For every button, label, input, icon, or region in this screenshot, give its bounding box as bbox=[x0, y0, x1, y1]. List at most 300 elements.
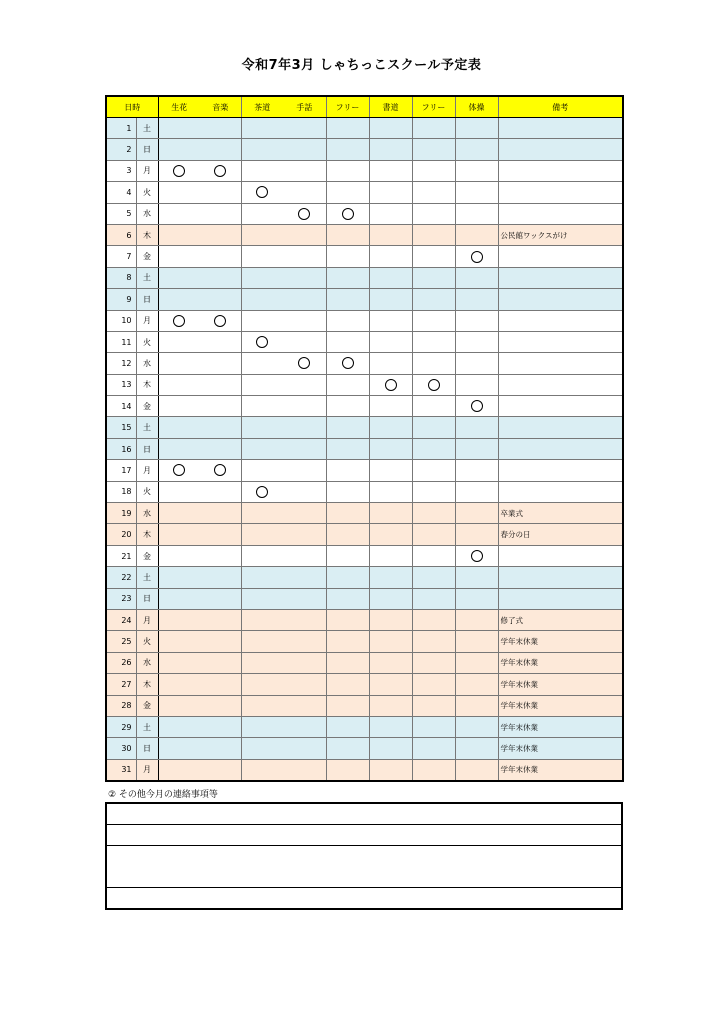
table-row bbox=[106, 224, 623, 245]
note-cell: 学年末休業 bbox=[498, 631, 623, 652]
slot-cell bbox=[455, 331, 498, 352]
table-row bbox=[106, 545, 623, 566]
slot-cell bbox=[455, 567, 498, 588]
slot-cell bbox=[158, 652, 200, 673]
slot-cell bbox=[326, 331, 369, 352]
circle-mark-icon bbox=[256, 486, 268, 498]
slot-cell bbox=[369, 224, 412, 245]
slot-cell bbox=[455, 738, 498, 759]
slot-cell bbox=[241, 674, 283, 695]
slot-cell bbox=[283, 545, 326, 566]
slot-cell bbox=[369, 417, 412, 438]
table-row bbox=[106, 139, 623, 160]
slot-cell bbox=[326, 759, 369, 781]
slot-cell bbox=[369, 524, 412, 545]
weekday: 火 bbox=[136, 481, 158, 502]
slot-cell bbox=[241, 481, 283, 502]
slot-cell bbox=[455, 524, 498, 545]
page-title: 令和7年3月 しゃちっこスクール予定表 bbox=[241, 58, 482, 73]
slot-cell bbox=[241, 609, 283, 630]
slot-cell bbox=[158, 503, 200, 524]
day-number: 12 bbox=[106, 353, 136, 374]
header-music: 音楽 bbox=[200, 96, 241, 118]
slot-cell bbox=[200, 331, 241, 352]
slot-cell bbox=[326, 417, 369, 438]
header-sign-language: 手話 bbox=[283, 96, 326, 118]
slot-cell bbox=[369, 545, 412, 566]
slot-cell bbox=[412, 182, 455, 203]
slot-cell bbox=[283, 460, 326, 481]
weekday: 土 bbox=[136, 267, 158, 288]
slot-cell bbox=[283, 417, 326, 438]
slot-cell bbox=[326, 674, 369, 695]
weekday: 金 bbox=[136, 545, 158, 566]
slot-cell bbox=[412, 503, 455, 524]
weekday: 火 bbox=[136, 331, 158, 352]
slot-cell bbox=[412, 289, 455, 310]
slot-cell bbox=[241, 246, 283, 267]
slot-cell bbox=[326, 267, 369, 288]
note-cell: 公民館ワックスがけ bbox=[498, 224, 623, 245]
slot-cell bbox=[412, 759, 455, 781]
circle-mark-icon bbox=[214, 315, 226, 327]
circle-mark-icon bbox=[173, 464, 185, 476]
slot-cell bbox=[326, 289, 369, 310]
day-number: 15 bbox=[106, 417, 136, 438]
slot-cell bbox=[412, 609, 455, 630]
day-number: 29 bbox=[106, 716, 136, 737]
contact-line[interactable] bbox=[106, 888, 622, 910]
slot-cell bbox=[241, 203, 283, 224]
slot-cell bbox=[412, 674, 455, 695]
day-number: 17 bbox=[106, 460, 136, 481]
slot-cell bbox=[412, 246, 455, 267]
slot-cell bbox=[455, 353, 498, 374]
slot-cell bbox=[369, 396, 412, 417]
slot-cell bbox=[200, 353, 241, 374]
day-number: 27 bbox=[106, 674, 136, 695]
slot-cell bbox=[158, 396, 200, 417]
note-cell: 修了式 bbox=[498, 609, 623, 630]
slot-cell bbox=[158, 417, 200, 438]
slot-cell bbox=[369, 567, 412, 588]
slot-cell bbox=[283, 652, 326, 673]
slot-cell bbox=[455, 417, 498, 438]
slot-cell bbox=[200, 738, 241, 759]
slot-cell bbox=[369, 203, 412, 224]
slot-cell bbox=[241, 139, 283, 160]
slot-cell bbox=[158, 438, 200, 459]
table-row bbox=[106, 460, 623, 481]
slot-cell bbox=[283, 588, 326, 609]
slot-cell bbox=[369, 460, 412, 481]
slot-cell bbox=[283, 674, 326, 695]
slot-cell bbox=[412, 203, 455, 224]
table-row bbox=[106, 267, 623, 288]
slot-cell bbox=[455, 139, 498, 160]
day-number: 10 bbox=[106, 310, 136, 331]
slot-cell bbox=[283, 567, 326, 588]
slot-cell bbox=[369, 438, 412, 459]
note-cell bbox=[498, 246, 623, 267]
contact-label: ② その他今月の連絡事項等 bbox=[108, 790, 218, 800]
day-number: 24 bbox=[106, 609, 136, 630]
slot-cell bbox=[326, 481, 369, 502]
slot-cell bbox=[241, 331, 283, 352]
slot-cell bbox=[283, 289, 326, 310]
day-number: 6 bbox=[106, 224, 136, 245]
slot-cell bbox=[412, 631, 455, 652]
slot-cell bbox=[326, 738, 369, 759]
slot-cell bbox=[241, 759, 283, 781]
slot-cell bbox=[369, 481, 412, 502]
slot-cell bbox=[412, 524, 455, 545]
slot-cell bbox=[326, 353, 369, 374]
day-number: 4 bbox=[106, 182, 136, 203]
weekday: 月 bbox=[136, 160, 158, 181]
slot-cell bbox=[283, 396, 326, 417]
note-cell: 学年末休業 bbox=[498, 652, 623, 673]
table-row bbox=[106, 716, 623, 737]
note-cell bbox=[498, 588, 623, 609]
slot-cell bbox=[283, 182, 326, 203]
note-cell bbox=[498, 374, 623, 395]
weekday: 月 bbox=[136, 609, 158, 630]
slot-cell bbox=[283, 267, 326, 288]
weekday: 水 bbox=[136, 203, 158, 224]
day-number: 2 bbox=[106, 139, 136, 160]
slot-cell bbox=[455, 503, 498, 524]
slot-cell bbox=[455, 695, 498, 716]
weekday: 日 bbox=[136, 289, 158, 310]
slot-cell bbox=[326, 224, 369, 245]
circle-mark-icon bbox=[471, 251, 483, 263]
slot-cell bbox=[158, 567, 200, 588]
day-number: 9 bbox=[106, 289, 136, 310]
header-date: 日時 bbox=[106, 96, 158, 118]
table-row bbox=[106, 396, 623, 417]
slot-cell bbox=[241, 545, 283, 566]
slot-cell bbox=[369, 374, 412, 395]
table-row bbox=[106, 310, 623, 331]
slot-cell bbox=[200, 524, 241, 545]
slot-cell bbox=[369, 716, 412, 737]
slot-cell bbox=[283, 716, 326, 737]
weekday: 火 bbox=[136, 631, 158, 652]
weekday: 木 bbox=[136, 224, 158, 245]
slot-cell bbox=[283, 759, 326, 781]
slot-cell bbox=[158, 460, 200, 481]
slot-cell bbox=[241, 310, 283, 331]
weekday: 金 bbox=[136, 695, 158, 716]
slot-cell bbox=[369, 738, 412, 759]
slot-cell bbox=[283, 224, 326, 245]
slot-cell bbox=[455, 160, 498, 181]
slot-cell bbox=[200, 695, 241, 716]
slot-cell bbox=[455, 652, 498, 673]
table-row bbox=[106, 588, 623, 609]
slot-cell bbox=[158, 203, 200, 224]
note-cell bbox=[498, 118, 623, 139]
slot-cell bbox=[455, 545, 498, 566]
slot-cell bbox=[455, 267, 498, 288]
table-row bbox=[106, 738, 623, 759]
slot-cell bbox=[200, 438, 241, 459]
table-row bbox=[106, 759, 623, 781]
slot-cell bbox=[326, 246, 369, 267]
slot-cell bbox=[326, 396, 369, 417]
slot-cell bbox=[412, 460, 455, 481]
day-number: 26 bbox=[106, 652, 136, 673]
slot-cell bbox=[158, 331, 200, 352]
day-number: 14 bbox=[106, 396, 136, 417]
slot-cell bbox=[455, 246, 498, 267]
slot-cell bbox=[369, 759, 412, 781]
slot-cell bbox=[283, 246, 326, 267]
note-cell bbox=[498, 289, 623, 310]
slot-cell bbox=[241, 374, 283, 395]
weekday: 日 bbox=[136, 738, 158, 759]
slot-cell bbox=[158, 588, 200, 609]
weekday: 水 bbox=[136, 652, 158, 673]
slot-cell bbox=[158, 609, 200, 630]
table-row bbox=[106, 652, 623, 673]
weekday: 月 bbox=[136, 460, 158, 481]
table-row bbox=[106, 609, 623, 630]
slot-cell bbox=[241, 289, 283, 310]
slot-cell bbox=[369, 695, 412, 716]
slot-cell bbox=[241, 396, 283, 417]
slot-cell bbox=[200, 567, 241, 588]
day-number: 8 bbox=[106, 267, 136, 288]
slot-cell bbox=[158, 545, 200, 566]
circle-mark-icon bbox=[428, 379, 440, 391]
day-number: 3 bbox=[106, 160, 136, 181]
table-row bbox=[106, 695, 623, 716]
slot-cell bbox=[369, 331, 412, 352]
note-cell: 学年末休業 bbox=[498, 695, 623, 716]
weekday: 水 bbox=[136, 353, 158, 374]
circle-mark-icon bbox=[471, 550, 483, 562]
slot-cell bbox=[455, 182, 498, 203]
slot-cell bbox=[158, 716, 200, 737]
slot-cell bbox=[158, 695, 200, 716]
slot-cell bbox=[200, 203, 241, 224]
slot-cell bbox=[412, 353, 455, 374]
slot-cell bbox=[283, 631, 326, 652]
weekday: 日 bbox=[136, 438, 158, 459]
circle-mark-icon bbox=[214, 464, 226, 476]
slot-cell bbox=[455, 224, 498, 245]
slot-cell bbox=[158, 267, 200, 288]
slot-cell bbox=[200, 545, 241, 566]
slot-cell bbox=[241, 503, 283, 524]
slot-cell bbox=[326, 182, 369, 203]
table-row bbox=[106, 182, 623, 203]
slot-cell bbox=[455, 289, 498, 310]
slot-cell bbox=[200, 289, 241, 310]
table-row bbox=[106, 331, 623, 352]
day-number: 31 bbox=[106, 759, 136, 781]
slot-cell bbox=[455, 631, 498, 652]
note-cell bbox=[498, 417, 623, 438]
slot-cell bbox=[326, 374, 369, 395]
note-cell: 学年末休業 bbox=[498, 716, 623, 737]
slot-cell bbox=[200, 652, 241, 673]
day-number: 5 bbox=[106, 203, 136, 224]
slot-cell bbox=[241, 738, 283, 759]
weekday: 土 bbox=[136, 567, 158, 588]
slot-cell bbox=[455, 674, 498, 695]
note-cell: 春分の日 bbox=[498, 524, 623, 545]
weekday: 月 bbox=[136, 759, 158, 781]
day-number: 20 bbox=[106, 524, 136, 545]
slot-cell bbox=[241, 460, 283, 481]
note-cell: 学年末休業 bbox=[498, 759, 623, 781]
slot-cell bbox=[326, 203, 369, 224]
slot-cell bbox=[412, 652, 455, 673]
slot-cell bbox=[412, 139, 455, 160]
slot-cell bbox=[200, 224, 241, 245]
schedule-table bbox=[105, 95, 624, 782]
slot-cell bbox=[369, 310, 412, 331]
slot-cell bbox=[200, 481, 241, 502]
slot-cell bbox=[283, 310, 326, 331]
slot-cell bbox=[200, 759, 241, 781]
slot-cell bbox=[369, 246, 412, 267]
slot-cell bbox=[455, 438, 498, 459]
slot-cell bbox=[241, 118, 283, 139]
slot-cell bbox=[200, 246, 241, 267]
slot-cell bbox=[412, 438, 455, 459]
slot-cell bbox=[412, 331, 455, 352]
slot-cell bbox=[326, 567, 369, 588]
table-row bbox=[106, 503, 623, 524]
slot-cell bbox=[326, 652, 369, 673]
table-row bbox=[106, 417, 623, 438]
circle-mark-icon bbox=[173, 315, 185, 327]
slot-cell bbox=[200, 588, 241, 609]
slot-cell bbox=[369, 353, 412, 374]
day-number: 22 bbox=[106, 567, 136, 588]
weekday: 月 bbox=[136, 310, 158, 331]
slot-cell bbox=[200, 374, 241, 395]
day-number: 19 bbox=[106, 503, 136, 524]
circle-mark-icon bbox=[471, 400, 483, 412]
slot-cell bbox=[241, 631, 283, 652]
day-number: 28 bbox=[106, 695, 136, 716]
slot-cell bbox=[412, 481, 455, 502]
table-row bbox=[106, 160, 623, 181]
circle-mark-icon bbox=[256, 186, 268, 198]
slot-cell bbox=[455, 588, 498, 609]
slot-cell bbox=[369, 160, 412, 181]
header-tea: 茶道 bbox=[241, 96, 283, 118]
slot-cell bbox=[200, 118, 241, 139]
slot-cell bbox=[326, 609, 369, 630]
note-cell bbox=[498, 139, 623, 160]
slot-cell bbox=[455, 396, 498, 417]
day-number: 1 bbox=[106, 118, 136, 139]
note-cell bbox=[498, 353, 623, 374]
slot-cell bbox=[412, 545, 455, 566]
note-cell: 卒業式 bbox=[498, 503, 623, 524]
slot-cell bbox=[241, 438, 283, 459]
slot-cell bbox=[241, 224, 283, 245]
slot-cell bbox=[158, 182, 200, 203]
slot-cell bbox=[412, 374, 455, 395]
slot-cell bbox=[326, 160, 369, 181]
slot-cell bbox=[283, 331, 326, 352]
slot-cell bbox=[369, 118, 412, 139]
slot-cell bbox=[455, 310, 498, 331]
slot-cell bbox=[412, 567, 455, 588]
table-row bbox=[106, 567, 623, 588]
day-number: 13 bbox=[106, 374, 136, 395]
note-cell bbox=[498, 545, 623, 566]
note-cell bbox=[498, 267, 623, 288]
slot-cell bbox=[241, 588, 283, 609]
slot-cell bbox=[283, 738, 326, 759]
slot-cell bbox=[158, 353, 200, 374]
contact-line[interactable] bbox=[106, 825, 622, 846]
slot-cell bbox=[455, 460, 498, 481]
contact-line[interactable] bbox=[106, 803, 622, 825]
slot-cell bbox=[412, 160, 455, 181]
slot-cell bbox=[158, 481, 200, 502]
slot-cell bbox=[283, 203, 326, 224]
slot-cell bbox=[326, 310, 369, 331]
slot-cell bbox=[283, 695, 326, 716]
slot-cell bbox=[158, 224, 200, 245]
table-row bbox=[106, 438, 623, 459]
table-row bbox=[106, 481, 623, 502]
slot-cell bbox=[455, 609, 498, 630]
slot-cell bbox=[326, 524, 369, 545]
slot-cell bbox=[200, 396, 241, 417]
slot-cell bbox=[369, 588, 412, 609]
contact-line[interactable] bbox=[106, 846, 622, 888]
slot-cell bbox=[455, 481, 498, 502]
slot-cell bbox=[326, 139, 369, 160]
slot-cell bbox=[412, 396, 455, 417]
slot-cell bbox=[241, 353, 283, 374]
contact-table bbox=[105, 802, 623, 910]
slot-cell bbox=[326, 631, 369, 652]
slot-cell bbox=[283, 524, 326, 545]
slot-cell bbox=[455, 716, 498, 737]
slot-cell bbox=[369, 267, 412, 288]
slot-cell bbox=[283, 160, 326, 181]
slot-cell bbox=[241, 567, 283, 588]
slot-cell bbox=[200, 460, 241, 481]
table-row bbox=[106, 374, 623, 395]
header-gymnastics: 体操 bbox=[455, 96, 498, 118]
slot-cell bbox=[326, 438, 369, 459]
slot-cell bbox=[283, 139, 326, 160]
slot-cell bbox=[158, 631, 200, 652]
circle-mark-icon bbox=[342, 208, 354, 220]
slot-cell bbox=[369, 139, 412, 160]
slot-cell bbox=[283, 118, 326, 139]
slot-cell bbox=[158, 738, 200, 759]
circle-mark-icon bbox=[298, 357, 310, 369]
day-number: 7 bbox=[106, 246, 136, 267]
note-cell bbox=[498, 438, 623, 459]
slot-cell bbox=[200, 139, 241, 160]
note-cell bbox=[498, 396, 623, 417]
weekday: 火 bbox=[136, 182, 158, 203]
